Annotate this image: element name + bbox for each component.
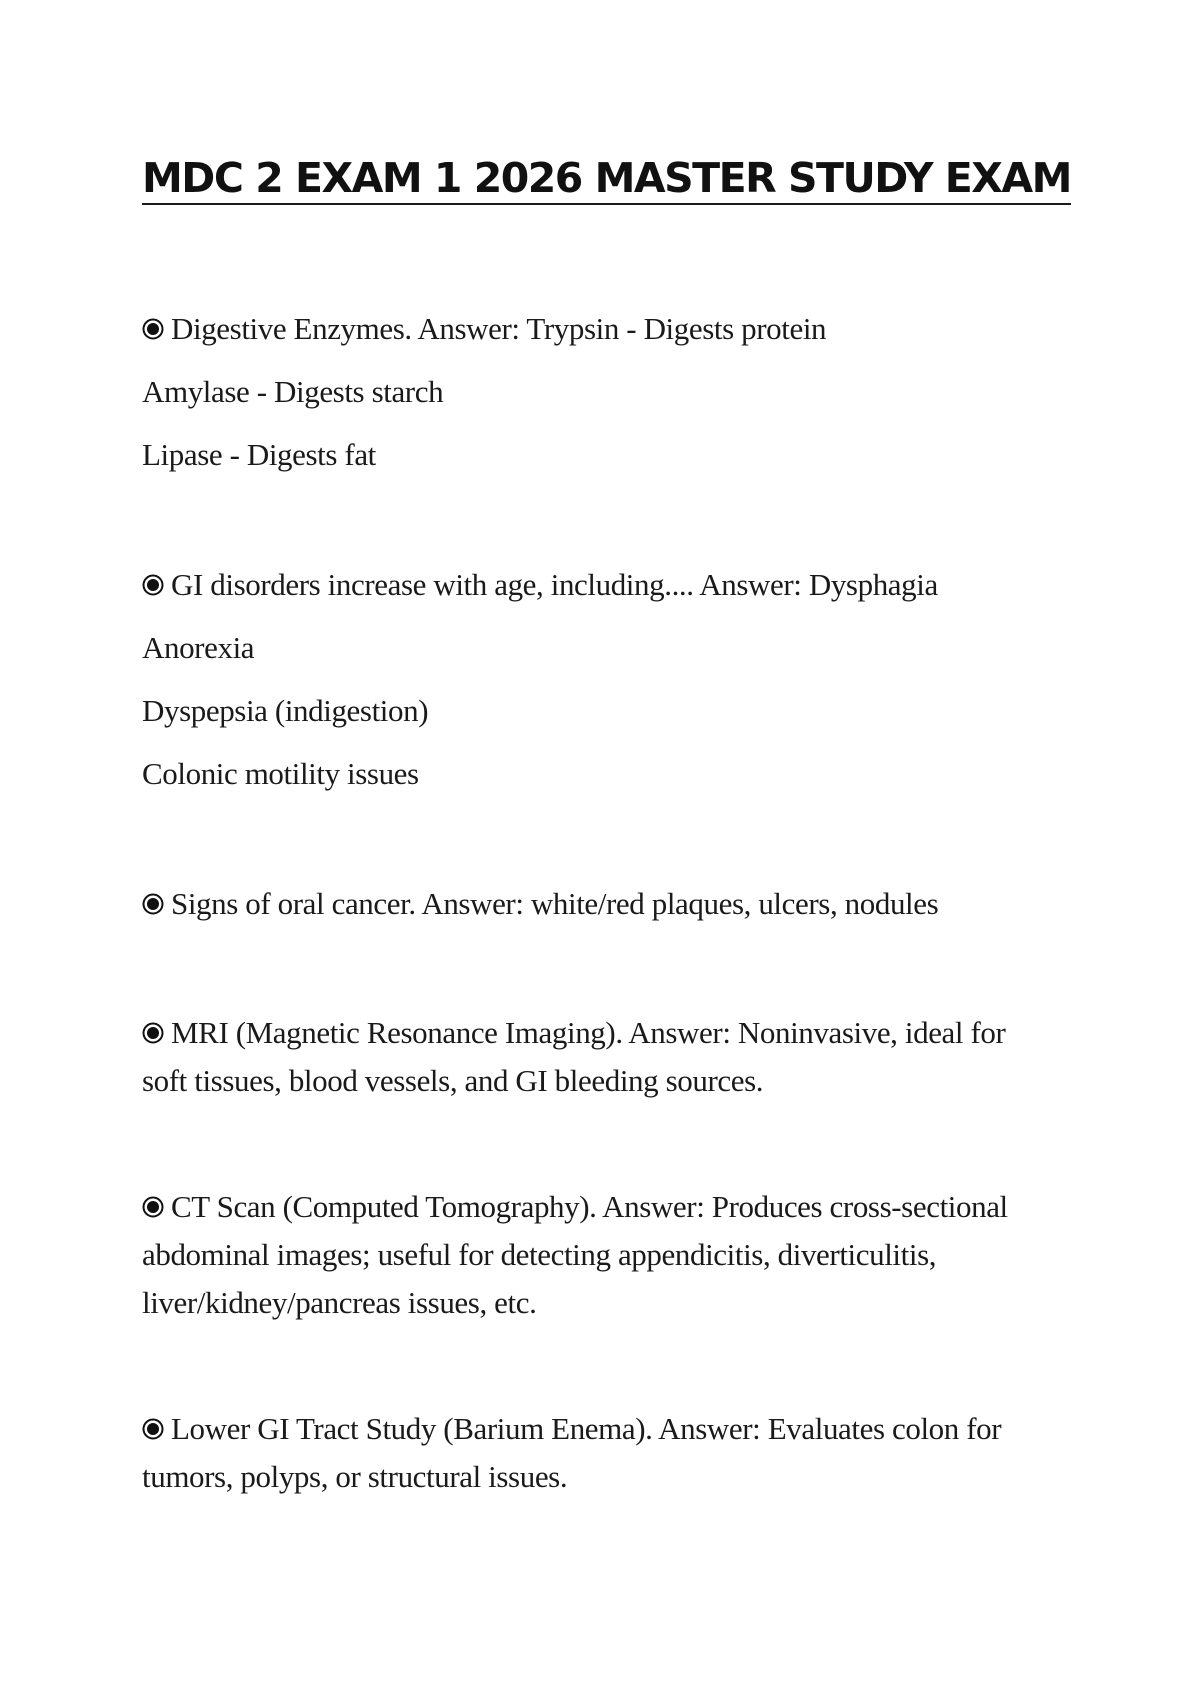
- radio-bullet-icon: [142, 893, 164, 915]
- question-text: Digestive Enzymes. Answer: Trypsin - Digests protein: [171, 311, 827, 346]
- question-text: Lower GI Tract Study (Barium Enema). Answer: Evaluates colon for tumors, polyps, or structural issues.: [142, 1411, 1002, 1494]
- qa-item-lower-gi: [142, 1405, 1042, 1501]
- radio-bullet-icon: [142, 1022, 164, 1044]
- radio-bullet-icon: [142, 1196, 164, 1218]
- qa-item-oral-cancer: [142, 880, 1042, 928]
- answer-line: Colonic motility issues: [142, 756, 419, 791]
- answer-line: Amylase - Digests starch: [142, 374, 444, 409]
- radio-bullet-icon: [142, 574, 164, 596]
- question-text: GI disorders increase with age, including.... Answer: Dysphagia: [171, 567, 938, 602]
- question-text: MRI (Magnetic Resonance Imaging). Answer: Noninvasive, ideal for soft tissues, blood vessels, and GI bleeding sources.: [142, 1015, 1006, 1098]
- question-text: Signs of oral cancer. Answer: white/red plaques, ulcers, nodules: [171, 886, 939, 921]
- qa-item-digestive-enzymes: [142, 305, 1042, 479]
- answer-line: Anorexia: [142, 630, 255, 665]
- qa-item-ct-scan: [142, 1183, 1042, 1327]
- radio-bullet-icon: [142, 318, 164, 340]
- radio-bullet-icon: [142, 1418, 164, 1440]
- qa-item-mri: [142, 1009, 1042, 1105]
- qa-item-gi-disorders: [142, 561, 1042, 798]
- answer-line: Lipase - Digests fat: [142, 437, 376, 472]
- document-title: MDC 2 EXAM 1 2026 MASTER STUDY EXAM: [142, 158, 1071, 205]
- question-text: CT Scan (Computed Tomography). Answer: Produces cross-sectional abdominal images; useful for detecting appendicitis, diverticulitis, liver/kidney/pancreas issues, etc.: [142, 1189, 1008, 1320]
- answer-line: Dyspepsia (indigestion): [142, 693, 429, 728]
